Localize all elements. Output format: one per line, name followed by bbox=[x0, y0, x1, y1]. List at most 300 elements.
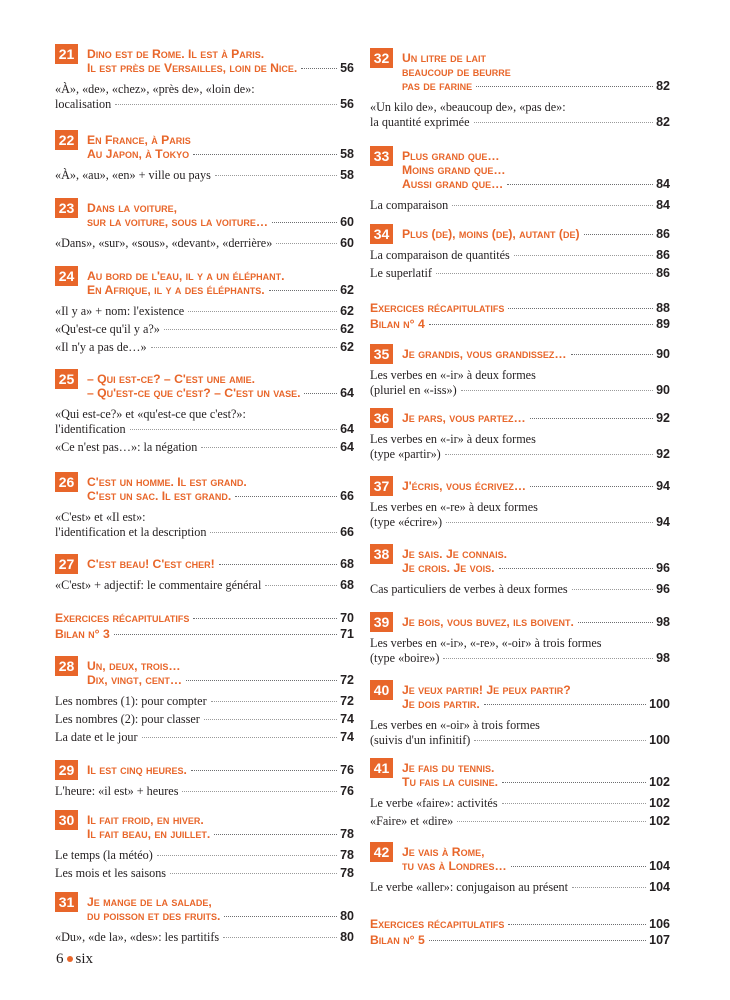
subtopic-text: «Du», «de la», «des»: les partitifs bbox=[55, 930, 220, 944]
lesson-page-number: 98 bbox=[656, 615, 670, 629]
dot-leader bbox=[130, 429, 338, 430]
lesson-title-line: Je vais à Rome, bbox=[402, 845, 485, 859]
subtopic-item bbox=[55, 236, 354, 251]
subtopic-text: «À», «au», «en» + ville ou pays bbox=[55, 168, 211, 182]
subtopic-page-number: 58 bbox=[340, 168, 354, 182]
subtopic-item bbox=[370, 432, 670, 462]
subtopic-item bbox=[55, 866, 354, 881]
subtopic-text: La comparaison de quantités bbox=[370, 248, 510, 262]
toc-entry bbox=[370, 680, 670, 751]
lesson-title bbox=[87, 44, 354, 75]
lesson-page-number: 78 bbox=[340, 827, 354, 841]
lesson-title bbox=[402, 612, 670, 629]
subtopic-list bbox=[370, 100, 670, 130]
lesson-title bbox=[87, 130, 354, 161]
subtopic-list bbox=[370, 796, 670, 829]
lesson-title-line: Bilan n° 5 bbox=[370, 933, 425, 947]
subtopic-page-number: 56 bbox=[340, 97, 354, 111]
lesson-number-badge: 24 bbox=[55, 266, 78, 286]
subtopic-text: L'heure: «il est» + heures bbox=[55, 784, 179, 798]
dot-leader bbox=[219, 564, 337, 565]
subtopic-item bbox=[370, 198, 670, 213]
lesson-number-badge: 34 bbox=[370, 224, 393, 244]
subtopic-item bbox=[370, 796, 670, 811]
subtopic-item bbox=[370, 100, 670, 130]
dot-leader bbox=[304, 393, 337, 394]
lesson-number-badge: 27 bbox=[55, 554, 78, 574]
dot-leader bbox=[474, 122, 654, 123]
lesson-title bbox=[87, 266, 354, 297]
subtopic-page-number: 86 bbox=[656, 248, 670, 262]
dot-leader bbox=[215, 175, 337, 176]
subtopic-item bbox=[55, 304, 354, 319]
dot-leader bbox=[193, 618, 337, 619]
lesson-number-badge: 41 bbox=[370, 758, 393, 778]
toc-entry bbox=[370, 758, 670, 832]
dot-leader bbox=[301, 68, 337, 69]
lesson-page-number: 66 bbox=[340, 489, 354, 503]
dot-leader bbox=[484, 704, 646, 705]
lesson-title-line: pas de farine bbox=[402, 79, 473, 93]
subtopic-page-number: 86 bbox=[656, 266, 670, 280]
toc-entry bbox=[370, 344, 670, 401]
dot-leader bbox=[508, 924, 646, 925]
subtopic-text: «Un kilo de», «beaucoup de», «pas de»: bbox=[370, 100, 566, 114]
lesson-number-badge: 28 bbox=[55, 656, 78, 676]
dot-leader bbox=[223, 937, 337, 938]
subtopic-item bbox=[55, 440, 354, 455]
subtopic-text: Les verbes en «-ir» à deux formes bbox=[370, 432, 536, 446]
dot-leader bbox=[530, 486, 653, 487]
toc-entry-extra bbox=[370, 914, 670, 931]
subtopic-text: (suivis d'un infinitif) bbox=[370, 733, 471, 747]
subtopic-item bbox=[370, 880, 670, 895]
subtopic-text: Le temps (la météo) bbox=[55, 848, 153, 862]
subtopic-text: «À», «de», «chez», «près de», «loin de»: bbox=[55, 82, 255, 96]
subtopic-list bbox=[370, 198, 670, 213]
subtopic-list bbox=[55, 304, 354, 355]
lesson-title bbox=[87, 369, 354, 400]
toc-entry bbox=[370, 224, 670, 284]
lesson-title bbox=[87, 810, 354, 841]
subtopic-text: (type «boire») bbox=[370, 651, 440, 665]
subtopic-text: (type «écrire») bbox=[370, 515, 443, 529]
subtopic-list bbox=[55, 82, 354, 112]
subtopic-item bbox=[55, 168, 354, 183]
dot-leader bbox=[115, 104, 337, 105]
subtopic-text: la quantité exprimée bbox=[370, 115, 470, 129]
lesson-page-number: 100 bbox=[649, 697, 670, 711]
subtopic-item bbox=[370, 266, 670, 281]
subtopic-text: l'identification bbox=[55, 422, 126, 436]
lesson-number-badge: 35 bbox=[370, 344, 393, 364]
lesson-number-badge: 31 bbox=[55, 892, 78, 912]
lesson-number-badge: 38 bbox=[370, 544, 393, 564]
lesson-title-line: Je mange de la salade, bbox=[87, 895, 212, 909]
subtopic-list bbox=[370, 880, 670, 895]
subtopic-item bbox=[55, 510, 354, 540]
lesson-page-number: 70 bbox=[340, 611, 354, 625]
subtopic-page-number: 68 bbox=[340, 578, 354, 592]
subtopic-list bbox=[370, 248, 670, 281]
subtopic-list bbox=[55, 694, 354, 745]
lesson-title-line: Dans la voiture, bbox=[87, 201, 177, 215]
subtopic-page-number: 94 bbox=[656, 515, 670, 529]
toc-entry bbox=[55, 266, 354, 358]
toc-entry bbox=[55, 44, 354, 115]
toc-entry bbox=[370, 48, 670, 133]
dot-leader bbox=[186, 680, 337, 681]
toc-entry bbox=[370, 408, 670, 465]
subtopic-page-number: 90 bbox=[656, 383, 670, 397]
subtopic-page-number: 62 bbox=[340, 304, 354, 318]
dot-leader bbox=[276, 243, 337, 244]
subtopic-text: La date et le jour bbox=[55, 730, 138, 744]
subtopic-text: «Dans», «sur», «sous», «devant», «derrière» bbox=[55, 236, 273, 250]
subtopic-list bbox=[370, 500, 670, 530]
lesson-title-line: Au Japon, à Tokyo bbox=[87, 147, 190, 161]
dot-leader bbox=[151, 347, 338, 348]
lesson-page-number: 72 bbox=[340, 673, 354, 687]
subtopic-item bbox=[370, 814, 670, 829]
lesson-title-line: Bilan n° 4 bbox=[370, 317, 425, 331]
dot-leader bbox=[461, 390, 653, 391]
lesson-page-number: 62 bbox=[340, 283, 354, 297]
dot-leader bbox=[443, 658, 653, 659]
lesson-page-number: 68 bbox=[340, 557, 354, 571]
subtopic-list bbox=[370, 582, 670, 597]
dot-leader bbox=[269, 290, 338, 291]
lesson-title-line: Il fait froid, en hiver. bbox=[87, 813, 204, 827]
dot-leader bbox=[514, 255, 653, 256]
dot-leader bbox=[224, 916, 337, 917]
subtopic-item bbox=[55, 930, 354, 945]
dot-leader bbox=[445, 454, 653, 455]
dot-leader bbox=[511, 866, 647, 867]
dot-leader bbox=[142, 737, 338, 738]
dot-leader bbox=[272, 222, 337, 223]
lesson-title-line: Dino est de Rome. Il est à Paris. bbox=[87, 47, 265, 61]
subtopic-list bbox=[370, 368, 670, 398]
subtopic-page-number: 66 bbox=[340, 525, 354, 539]
subtopic-text: «Ce n'est pas…»: la négation bbox=[55, 440, 198, 454]
dot-leader bbox=[499, 568, 654, 569]
subtopic-item bbox=[55, 712, 354, 727]
dot-leader bbox=[210, 532, 337, 533]
toc-entry bbox=[370, 612, 670, 669]
subtopic-page-number: 102 bbox=[649, 796, 670, 810]
subtopic-list bbox=[55, 848, 354, 881]
subtopic-text: Les mois et les saisons bbox=[55, 866, 167, 880]
lesson-page-number: 106 bbox=[649, 917, 670, 931]
subtopic-list bbox=[55, 578, 354, 593]
dot-leader bbox=[578, 622, 653, 623]
lesson-page-number: 58 bbox=[340, 147, 354, 161]
toc-entry bbox=[55, 656, 354, 748]
lesson-page-number: 84 bbox=[656, 177, 670, 191]
dot-leader bbox=[436, 273, 653, 274]
subtopic-page-number: 80 bbox=[340, 930, 354, 944]
subtopic-page-number: 92 bbox=[656, 447, 670, 461]
lesson-title-line: C'est un sac. Il est grand. bbox=[87, 489, 232, 503]
subtopic-item bbox=[55, 407, 354, 437]
subtopic-text: Les verbes en «-ir» à deux formes bbox=[370, 368, 536, 382]
subtopic-text: l'identification et la description bbox=[55, 525, 207, 539]
dot-leader bbox=[572, 589, 653, 590]
subtopic-text: Cas particuliers de verbes à deux formes bbox=[370, 582, 568, 596]
subtopic-page-number: 96 bbox=[656, 582, 670, 596]
toc-entry bbox=[370, 476, 670, 533]
subtopic-text: Le verbe «aller»: conjugaison au présent bbox=[370, 880, 568, 894]
lesson-title-line: En Afrique, il y a des éléphants. bbox=[87, 283, 265, 297]
lesson-title-line: Il fait beau, en juillet. bbox=[87, 827, 211, 841]
dot-leader bbox=[530, 418, 653, 419]
lesson-number-badge: 21 bbox=[55, 44, 78, 64]
lesson-number-badge: 29 bbox=[55, 760, 78, 780]
lesson-title bbox=[87, 656, 354, 687]
lesson-title-line: Aussi grand que… bbox=[402, 177, 504, 191]
lesson-title bbox=[402, 146, 670, 191]
lesson-page-number: 104 bbox=[649, 859, 670, 873]
subtopic-text: «Qui est-ce?» et «qu'est-ce que c'est?»: bbox=[55, 407, 246, 421]
lesson-title bbox=[87, 198, 354, 229]
lesson-title bbox=[370, 298, 670, 315]
lesson-number-badge: 22 bbox=[55, 130, 78, 150]
lesson-title-line: C'est beau! C'est cher! bbox=[87, 557, 215, 571]
lesson-title bbox=[402, 224, 670, 241]
toc-entry bbox=[55, 760, 354, 802]
toc-entry bbox=[55, 892, 354, 948]
dot-leader bbox=[170, 873, 337, 874]
subtopic-text: «Il y a» + nom: l'existence bbox=[55, 304, 185, 318]
toc-entry bbox=[370, 146, 670, 216]
lesson-title bbox=[370, 314, 670, 331]
subtopic-text: «Il n'y a pas de…» bbox=[55, 340, 147, 354]
lesson-number-badge: 36 bbox=[370, 408, 393, 428]
subtopic-item bbox=[370, 368, 670, 398]
subtopic-item bbox=[55, 848, 354, 863]
lesson-title-line: Un, deux, trois… bbox=[87, 659, 181, 673]
subtopic-page-number: 62 bbox=[340, 340, 354, 354]
lesson-title bbox=[87, 554, 354, 571]
lesson-number-badge: 25 bbox=[55, 369, 78, 389]
lesson-page-number: 86 bbox=[656, 227, 670, 241]
lesson-title bbox=[87, 472, 354, 503]
lesson-title bbox=[370, 930, 670, 947]
subtopic-text: Les verbes en «-oir» à trois formes bbox=[370, 718, 540, 732]
lesson-title-line: Plus (de), moins (de), autant (de) bbox=[402, 227, 580, 241]
page-number-word: six bbox=[75, 951, 94, 967]
dot-leader bbox=[584, 234, 654, 235]
lesson-page-number: 92 bbox=[656, 411, 670, 425]
lesson-title bbox=[402, 344, 670, 361]
toc-entry-extra bbox=[370, 930, 670, 947]
lesson-title-line: Je crois. Je vois. bbox=[402, 561, 495, 575]
dot-leader bbox=[571, 354, 654, 355]
dot-leader bbox=[114, 634, 337, 635]
subtopic-list bbox=[55, 930, 354, 945]
subtopic-item bbox=[55, 578, 354, 593]
lesson-page-number: 64 bbox=[340, 386, 354, 400]
subtopic-text: Le superlatif bbox=[370, 266, 432, 280]
subtopic-page-number: 82 bbox=[656, 115, 670, 129]
lesson-number-badge: 23 bbox=[55, 198, 78, 218]
toc-entry-extra bbox=[55, 624, 354, 641]
subtopic-page-number: 64 bbox=[340, 440, 354, 454]
lesson-page-number: 76 bbox=[340, 763, 354, 777]
lesson-title bbox=[402, 408, 670, 425]
dot-leader bbox=[476, 86, 653, 87]
subtopic-text: Les verbes en «-ir», «-re», «-oir» à trois formes bbox=[370, 636, 602, 650]
lesson-title-line: Plus grand que… bbox=[402, 149, 500, 163]
lesson-title bbox=[55, 624, 354, 641]
dot-leader bbox=[502, 782, 646, 783]
subtopic-list bbox=[55, 236, 354, 251]
dot-leader bbox=[157, 855, 337, 856]
subtopic-text: «Faire» et «dire» bbox=[370, 814, 454, 828]
subtopic-list bbox=[55, 784, 354, 799]
subtopic-page-number: 74 bbox=[340, 730, 354, 744]
lesson-title-line: Dix, vingt, cent… bbox=[87, 673, 183, 687]
dot-leader bbox=[429, 324, 653, 325]
lesson-title-line: Un litre de lait bbox=[402, 51, 486, 65]
lesson-title bbox=[87, 892, 354, 923]
subtopic-text: Le verbe «faire»: activités bbox=[370, 796, 498, 810]
lesson-title-line: Je pars, vous partez… bbox=[402, 411, 526, 425]
lesson-title-line: Il est près de Versailles, loin de Nice. bbox=[87, 61, 298, 75]
lesson-title bbox=[402, 758, 670, 789]
dot-leader bbox=[457, 821, 646, 822]
dot-leader bbox=[193, 154, 337, 155]
lesson-page-number: 102 bbox=[649, 775, 670, 789]
toc-entry bbox=[55, 810, 354, 884]
subtopic-page-number: 104 bbox=[649, 880, 670, 894]
dot-leader bbox=[508, 308, 653, 309]
subtopic-item bbox=[55, 784, 354, 799]
subtopic-page-number: 100 bbox=[649, 733, 670, 747]
lesson-title-line: Je grandis, vous grandissez… bbox=[402, 347, 567, 361]
subtopic-text: localisation bbox=[55, 97, 112, 111]
page-number: 6 bbox=[56, 951, 64, 967]
lesson-page-number: 107 bbox=[649, 933, 670, 947]
dot-leader bbox=[502, 803, 647, 804]
lesson-number-badge: 30 bbox=[55, 810, 78, 830]
lesson-title-line: En France, à Paris bbox=[87, 133, 191, 147]
lesson-title-line: Exercices récapitulatifs bbox=[370, 917, 505, 931]
subtopic-list bbox=[370, 636, 670, 666]
subtopic-item bbox=[55, 730, 354, 745]
lesson-title-line: Exercices récapitulatifs bbox=[55, 611, 190, 625]
subtopic-text: Les nombres (1): pour compter bbox=[55, 694, 207, 708]
subtopic-text: «C'est» et «Il est»: bbox=[55, 510, 146, 524]
dot-leader bbox=[164, 329, 337, 330]
subtopic-page-number: 78 bbox=[340, 848, 354, 862]
subtopic-item bbox=[370, 248, 670, 263]
subtopic-page-number: 74 bbox=[340, 712, 354, 726]
lesson-page-number: 88 bbox=[656, 301, 670, 315]
lesson-title bbox=[402, 544, 670, 575]
lesson-title bbox=[55, 608, 354, 625]
lesson-page-number: 60 bbox=[340, 215, 354, 229]
subtopic-item bbox=[55, 694, 354, 709]
lesson-title-line: Il est cinq heures. bbox=[87, 763, 187, 777]
lesson-title bbox=[402, 680, 670, 711]
toc-entry bbox=[55, 369, 354, 458]
subtopic-item bbox=[370, 500, 670, 530]
lesson-number-badge: 42 bbox=[370, 842, 393, 862]
toc-entry-extra bbox=[55, 608, 354, 625]
dot-leader bbox=[214, 834, 337, 835]
dot-leader bbox=[235, 496, 337, 497]
dot-leader bbox=[446, 522, 653, 523]
subtopic-text: La comparaison bbox=[370, 198, 449, 212]
lesson-title bbox=[402, 476, 670, 493]
subtopic-page-number: 72 bbox=[340, 694, 354, 708]
lesson-page-number: 56 bbox=[340, 61, 354, 75]
lesson-title-line: Bilan n° 3 bbox=[55, 627, 110, 641]
toc-entry-extra bbox=[370, 298, 670, 315]
dot-leader bbox=[211, 701, 337, 702]
lesson-page-number: 89 bbox=[656, 317, 670, 331]
lesson-title-line: Je veux partir! Je peux partir? bbox=[402, 683, 571, 697]
subtopic-page-number: 84 bbox=[656, 198, 670, 212]
subtopic-list bbox=[55, 407, 354, 455]
dot-leader bbox=[182, 791, 337, 792]
subtopic-item bbox=[370, 636, 670, 666]
subtopic-page-number: 60 bbox=[340, 236, 354, 250]
lesson-number-badge: 40 bbox=[370, 680, 393, 700]
toc-entry bbox=[55, 472, 354, 543]
lesson-page-number: 96 bbox=[656, 561, 670, 575]
subtopic-list bbox=[55, 168, 354, 183]
lesson-title-line: Moins grand que… bbox=[402, 163, 506, 177]
dot-leader bbox=[572, 887, 646, 888]
subtopic-text: (type «partir») bbox=[370, 447, 441, 461]
lesson-number-badge: 26 bbox=[55, 472, 78, 492]
toc-entry bbox=[370, 842, 670, 898]
subtopic-item bbox=[55, 322, 354, 337]
dot-leader bbox=[188, 311, 337, 312]
lesson-title-line: J'écris, vous écrivez… bbox=[402, 479, 527, 493]
lesson-title-line: sur la voiture, sous la voiture… bbox=[87, 215, 269, 229]
subtopic-page-number: 98 bbox=[656, 651, 670, 665]
dot-leader bbox=[204, 719, 337, 720]
toc-entry bbox=[55, 130, 354, 186]
lesson-number-badge: 33 bbox=[370, 146, 393, 166]
lesson-number-badge: 32 bbox=[370, 48, 393, 68]
lesson-number-badge: 37 bbox=[370, 476, 393, 496]
dot-leader bbox=[507, 184, 653, 185]
subtopic-list bbox=[370, 432, 670, 462]
lesson-title-line: – Qu'est-ce que c'est? – C'est un vase. bbox=[87, 386, 301, 400]
lesson-title-line: du poisson et des fruits. bbox=[87, 909, 221, 923]
lesson-page-number: 94 bbox=[656, 479, 670, 493]
toc-entry bbox=[55, 554, 354, 596]
lesson-page-number: 71 bbox=[340, 627, 354, 641]
dot-leader bbox=[201, 447, 337, 448]
subtopic-text: «Qu'est-ce qu'il y a?» bbox=[55, 322, 160, 336]
subtopic-text: Les nombres (2): pour classer bbox=[55, 712, 200, 726]
subtopic-item bbox=[370, 718, 670, 748]
lesson-title bbox=[370, 914, 670, 931]
lesson-title-line: Je fais du tennis. bbox=[402, 761, 495, 775]
lesson-title-line: C'est un homme. Il est grand. bbox=[87, 475, 247, 489]
toc-entry-extra bbox=[370, 314, 670, 331]
lesson-title-line: Je dois partir. bbox=[402, 697, 480, 711]
lesson-title-line: tu vas à Londres… bbox=[402, 859, 507, 873]
lesson-title-line: Exercices récapitulatifs bbox=[370, 301, 505, 315]
subtopic-page-number: 64 bbox=[340, 422, 354, 436]
